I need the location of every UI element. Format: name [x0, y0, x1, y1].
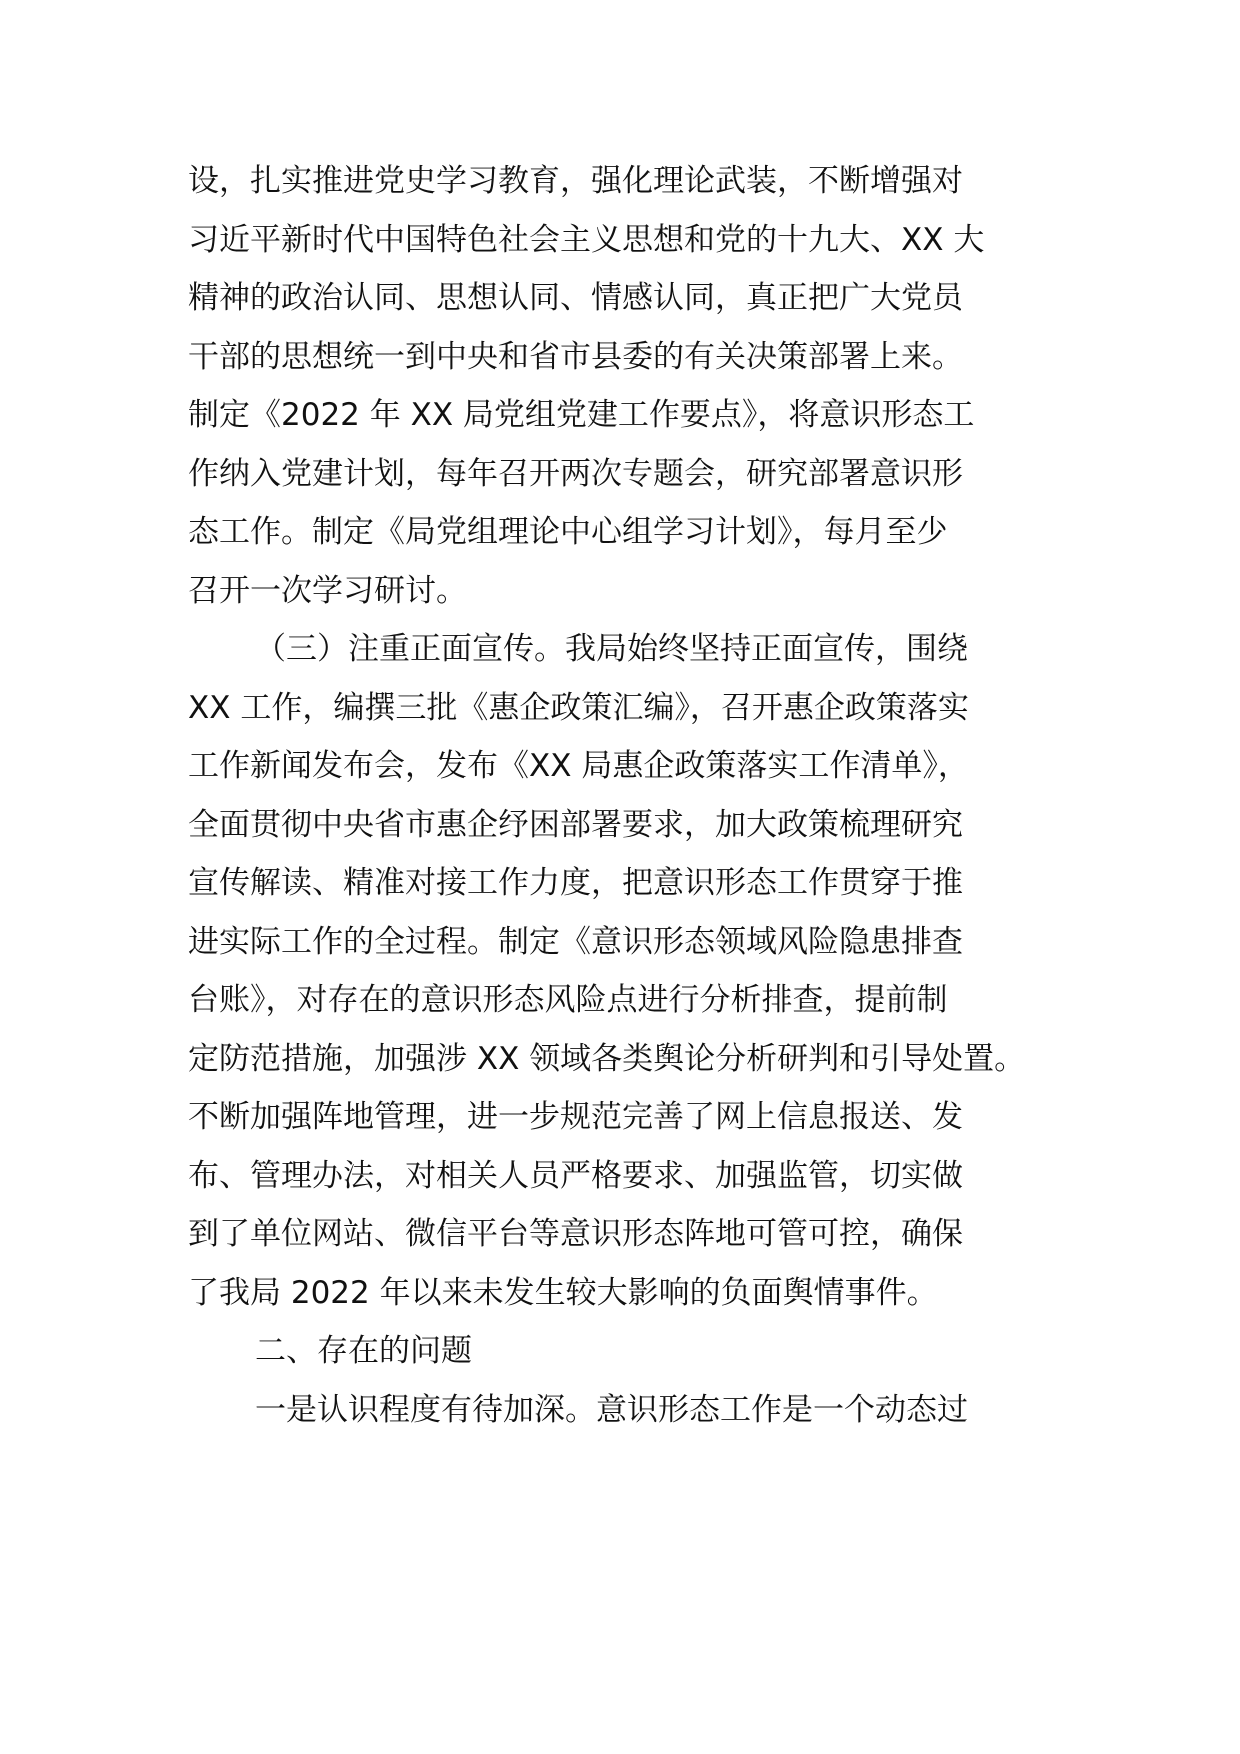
paragraph-line: 进实际工作的全过程。制定《意识形态领域风险隐患排查 [188, 924, 963, 960]
paragraph-line: 召开一次学习研讨。 [188, 573, 467, 609]
paragraph-line: 不断加强阵地管理，进一步规范完善了网上信息报送、发 [188, 1099, 963, 1135]
paragraph-line: 制定《2022 年 XX 局党组党建工作要点》，将意识形态工 [188, 397, 975, 433]
paragraph-line: 工作新闻发布会，发布《XX 局惠企政策落实工作清单》， [188, 748, 969, 784]
paragraph-line: 布、管理办法，对相关人员严格要求、加强监管，切实做 [188, 1158, 963, 1194]
paragraph-line: 精神的政治认同、思想认同、情感认同，真正把广大党员 [188, 280, 963, 316]
paragraph-line: 一是认识程度有待加深。意识形态工作是一个动态过 [255, 1392, 968, 1428]
paragraph-line: 全面贯彻中央省市惠企纾困部署要求，加大政策梳理研究 [188, 807, 963, 843]
paragraph-line: 设，扎实推进党史学习教育，强化理论武装，不断增强对 [188, 163, 963, 199]
paragraph-line: 态工作。制定《局党组理论中心组学习计划》，每月至少 [188, 514, 948, 550]
paragraph-line: 习近平新时代中国特色社会主义思想和党的十九大、XX 大 [188, 222, 985, 258]
section-heading-line: （三）注重正面宣传。我局始终坚持正面宣传，围绕 [255, 631, 968, 667]
paragraph-line: XX 工作，编撰三批《惠企政策汇编》，召开惠企政策落实 [188, 690, 969, 726]
paragraph-line: 定防范措施，加强涉 XX 领域各类舆论分析研判和引导处置。 [188, 1041, 1026, 1077]
paragraph-line: 台账》，对存在的意识形态风险点进行分析排查，提前制 [188, 982, 948, 1018]
paragraph-line: 了我局 2022 年以来未发生较大影响的负面舆情事件。 [188, 1275, 938, 1311]
section-heading: 二、存在的问题 [255, 1333, 472, 1369]
paragraph-line: 干部的思想统一到中央和省市县委的有关决策部署上来。 [188, 339, 963, 375]
paragraph-line: 到了单位网站、微信平台等意识形态阵地可管可控，确保 [188, 1216, 963, 1252]
paragraph-line: 作纳入党建计划，每年召开两次专题会，研究部署意识形 [188, 456, 963, 492]
paragraph-line: 宣传解读、精准对接工作力度，把意识形态工作贯穿于推 [188, 865, 963, 901]
